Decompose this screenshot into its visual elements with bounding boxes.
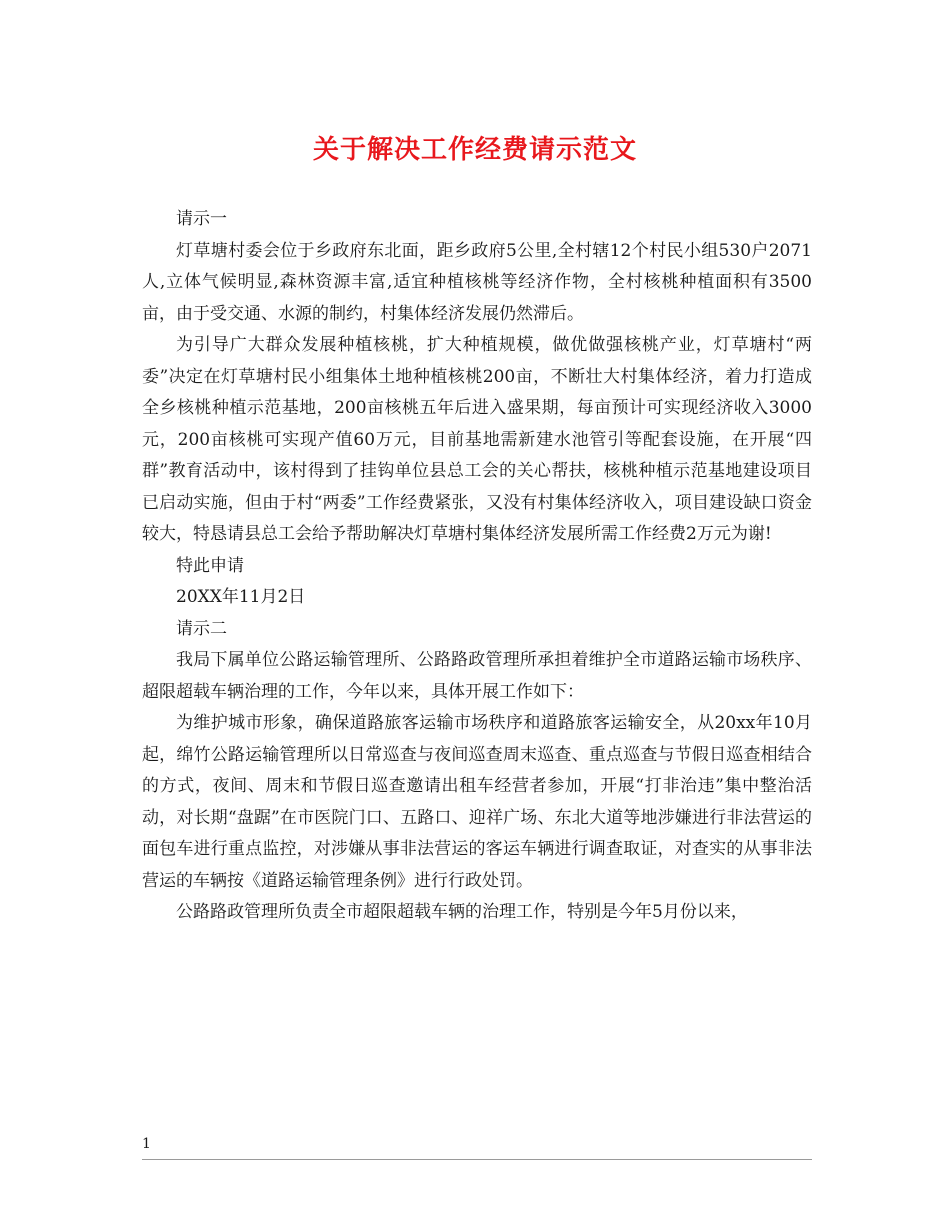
document-body: [142, 204, 812, 929]
page-number: 1: [142, 1136, 151, 1152]
paragraph-request-two-heading: 请示二: [176, 618, 227, 639]
footer-divider: [142, 1159, 812, 1160]
paragraph-walnut-project: 为引导广大群众发展种植核桃，扩大种植规模，做优做强核桃产业，灯草塘村“两委”决定在灯草塘村民小组集体土地种植核桃200亩，不断壮大村集体经济，着力打造成全乡核桃种植示范基地，200亩核桃五年后进入盛果期，每亩预计可实现经济收入3000元，200亩核桃可实现产值60万元，目前基地需新建水池管引等配套设施，在开展“四群”教育活动中，该村得到了挂钩单位县总工会的关心帮扶，核桃种植示范基地建设项目已启动实施，但由于村“两委”工作经费紧张，又没有村集体经济收入，项目建设缺口资金较大，特恳请县总工会给予帮助解决灯草塘村集体经济发展所需工作经费2万元为谢!: [142, 335, 812, 544]
document-title: 关于解决工作经费请示范文: [312, 135, 637, 165]
paragraph-village-intro: 灯草塘村委会位于乡政府东北面，距乡政府5公里,全村辖12个村民小组530户2071人,立体气候明显,森林资源丰富,适宜种植核桃等经济作物，全村核桃种植面积有3500亩，由于受交通、水源的制约，村集体经济发展仍然滞后。: [142, 240, 812, 324]
paragraph-request-one-heading: 请示一: [176, 209, 227, 229]
paragraph-road-administration: 公路路政管理所负责全市超限超载车辆的治理工作，特别是今年5月份以来，: [176, 902, 748, 922]
paragraph-date: 20XX年11月2日: [176, 587, 306, 607]
paragraph-bureau-intro: 我局下属单位公路运输管理所、公路路政管理所承担着维护全市道路运输市场秩序、超限超载车辆治理的工作，今年以来，具体开展工作如下：: [142, 650, 812, 702]
paragraph-application-closing: 特此申请: [176, 555, 244, 576]
paragraph-transport-management: 为维护城市形象，确保道路旅客运输市场秩序和道路旅客运输安全，从20xx年10月起，绵竹公路运输管理所以日常巡查与夜间巡查周末巡查、重点巡查与节假日巡查相结合的方式，夜间、周末和节假日巡查邀请出租车经营者参加，开展“打非治违”集中整治活动，对长期“盘踞”在市医院门口、五路口、迎祥广场、东北大道等地涉嫌进行非法营运的面包车进行重点监控，对涉嫌从事非法营运的客运车辆进行调查取证，对查实的从事非法营运的车辆按《道路运输管理条例》进行行政处罚。: [142, 713, 812, 891]
